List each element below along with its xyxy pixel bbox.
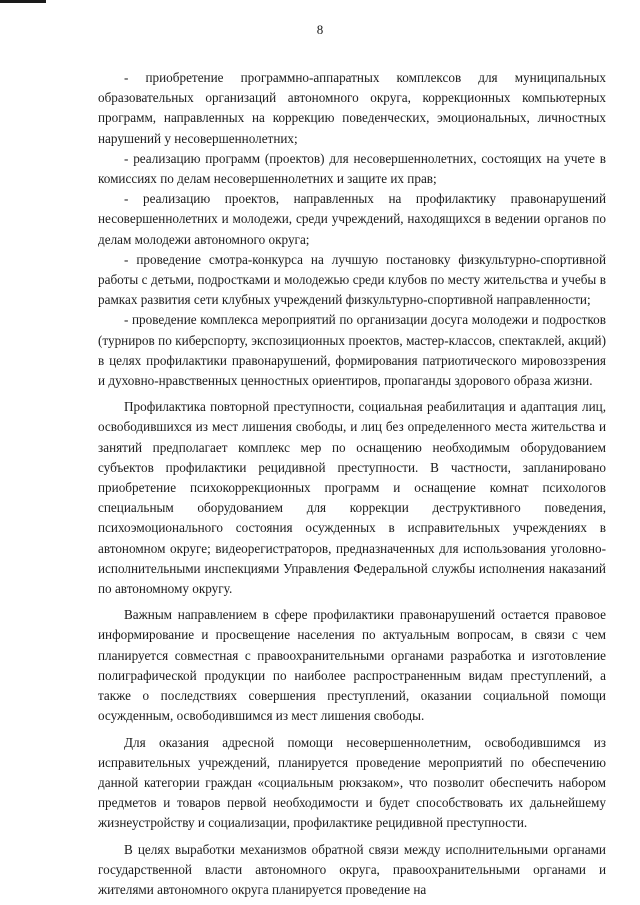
paragraph-social-backpack: Для оказания адресной помощи несовершеннолетним, освободившимся из исправительных учреждений, планируется проведение мероприятий по обеспечению данной категории граждан «социальным рюкзаком», что позволит обеспечить набором предметов и товаров первой необходимости и будет способствовать их дальнейшему жизнеустройству и социализации, профилактике рецидивной преступности. — [98, 734, 606, 831]
list-item-software: - приобретение программно-аппаратных комплексов для муниципальных образовательных организаций автономного округа, коррекционных компьютерных программ, направленных на коррекцию поведенческих, эмоциональных, личностных нарушений у несовершеннолетних; — [98, 70, 606, 146]
list-item-leisure: - проведение комплекса мероприятий по организации досуга молодежи и подростков (турниров по киберспорту, экспозиционных проектов, мастер-классов, спектаклей, акций) в целях профилактики правонарушений, формирования патриотического мировоззрения и духовно-нравственных ценностных ориентиров, пропаганды здорового образа жизни. — [98, 312, 606, 389]
list-item-projects: - реализацию проектов, направленных на профилактику правонарушений несовершеннолетних и молодежи, среди учреждений, находящихся в ведении органов по делам молодежи автономного округа; — [98, 191, 606, 247]
list-item-contest: - проведение смотра-конкурса на лучшую постановку физкультурно-спортивной работы с детьми, подростками и молодежью среди клубов по месту жительства и учебы в рамках развития сети клубных учреждений физкультурно-спортивной направленности; — [98, 251, 606, 308]
scan-corner-mark — [0, 0, 46, 3]
list-item-programs: - реализацию программ (проектов) для несовершеннолетних, состоящих на учете в комиссиях по делам несовершеннолетних и защите их прав; — [98, 150, 606, 187]
paragraph-feedback: В целях выработки механизмов обратной связи между исполнительными органами государственной власти автономного округа, правоохранительными органами и жителями автономного округа планируется проведение на — [98, 841, 606, 897]
page-number: 8 — [316, 22, 324, 37]
paragraph-legal-information: Важным направлением в сфере профилактики правонарушений остается правовое информирование и просвещение населения по актуальным вопросам, в связи с чем планируется совместная с правоохранительными органами разработка и изготовление полиграфической продукции по наиболее распространенным видам преступлений, а также о последствиях совершения преступлений, оказании социальной помощи осужденным, освободившимся из мест лишения свободы. — [98, 607, 606, 724]
paragraph-recidivism: Профилактика повторной преступности, социальная реабилитация и адаптация лиц, освободившихся из мест лишения свободы, и лиц без определенного места жительства и занятий предполагает комплекс мер по оснащению необходимым оборудованием субъектов профилактики рецидивной преступности. В частности, запланировано приобретение психокоррекционных программ и оснащение комнат психологов специальным оборудованием для коррекции деструктивного поведения, психоэмоционального состояния осужденных в исправительных учреждениях в автономном округе; видеорегистраторов, предназначенных для использования уголовно-исполнительными инспекциями Управления Федеральной службы исполнения наказаний по автономному округу. — [98, 399, 606, 597]
document-body — [98, 68, 606, 900]
